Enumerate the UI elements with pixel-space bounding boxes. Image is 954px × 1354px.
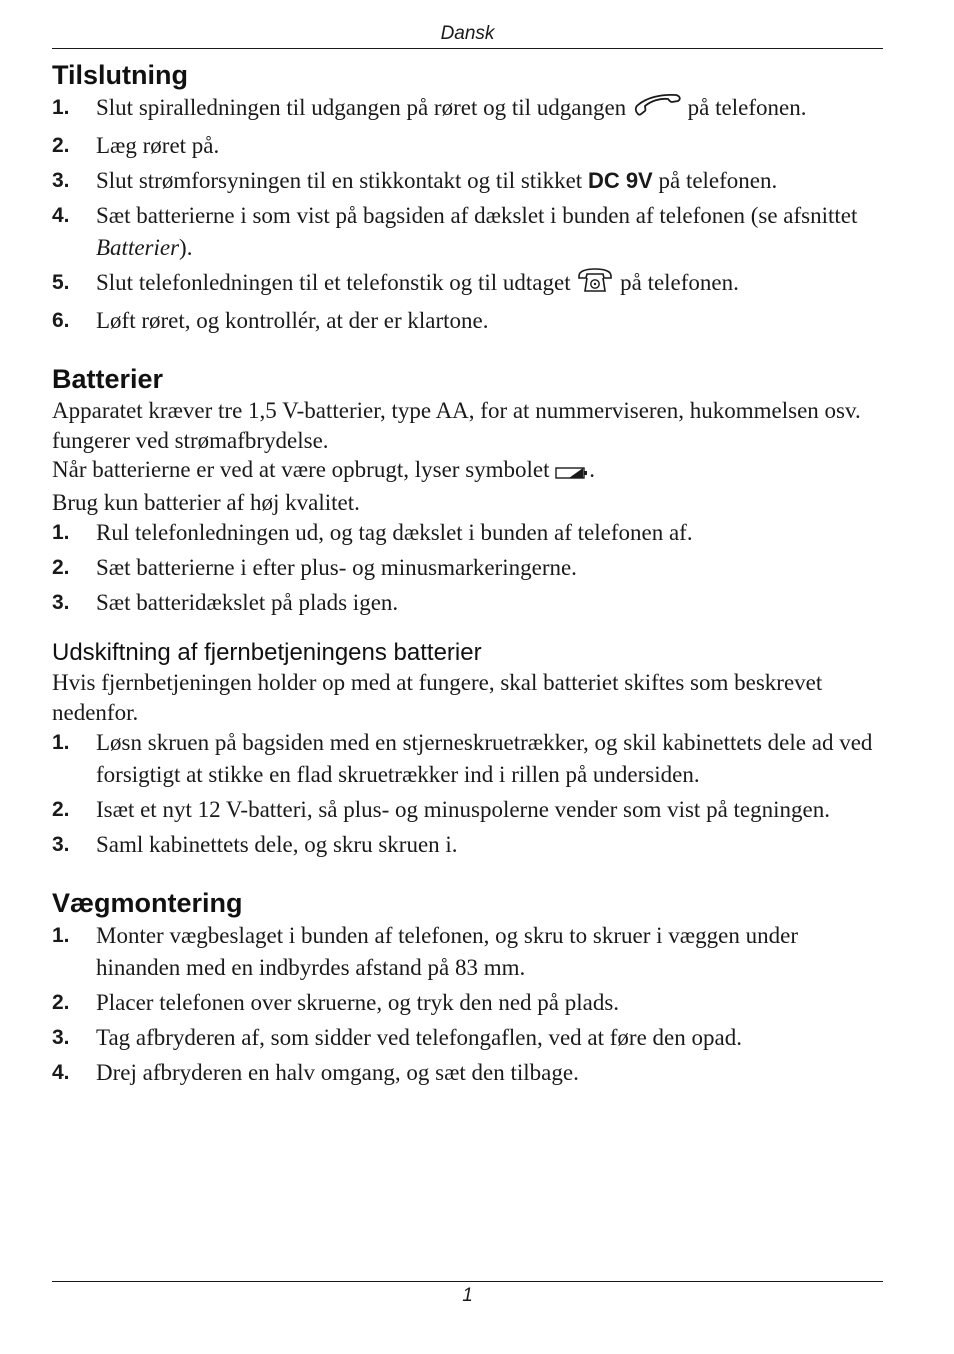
step-text: Isæt et nyt 12 V-batteri, så plus- og minuspolerne vender som vist på tegningen. bbox=[96, 797, 830, 822]
step-text: Monter vægbeslaget i bunden af telefonen, og skru to skruer i væggen under hinanden med en indbyrdes afstand på 83 mm. bbox=[96, 923, 798, 980]
list-item bbox=[52, 200, 883, 264]
footer-rule bbox=[52, 1281, 883, 1282]
list-item bbox=[52, 829, 883, 861]
handset-icon bbox=[632, 92, 682, 127]
tilslutning-steps bbox=[52, 92, 883, 337]
step-text-continued: på telefonen. bbox=[652, 168, 778, 193]
step-text-continued: på telefonen. bbox=[681, 95, 807, 120]
step-text: Drej afbryderen en halv omgang, og sæt den tilbage. bbox=[96, 1060, 579, 1085]
step-text: Løft røret, og kontrollér, at der er klartone. bbox=[96, 308, 489, 333]
vaegmontering-steps bbox=[52, 920, 883, 1089]
step-number: 3. bbox=[52, 1026, 70, 1049]
list-item bbox=[52, 1022, 883, 1054]
dc-jack-label: DC 9V bbox=[587, 168, 653, 193]
step-number: 2. bbox=[52, 134, 70, 157]
step-number: 1. bbox=[52, 731, 70, 754]
step-text: Tag afbryderen af, som sidder ved telefongaflen, ved at føre den opad. bbox=[96, 1025, 742, 1050]
step-text: Saml kabinettets dele, og skru skruen i. bbox=[96, 832, 458, 857]
page-number: 1 bbox=[462, 1285, 473, 1306]
step-text: Slut strømforsyningen til en stikkontakt og til stikket bbox=[96, 168, 588, 193]
fjernbetjening-steps bbox=[52, 727, 883, 861]
list-item bbox=[52, 987, 883, 1019]
batterier-paragraph-1: Apparatet kræver tre 1,5 V-batterier, type AA, for at nummerviseren, hukommelsen osv. fungerer ved strømafbrydelse. bbox=[52, 398, 861, 453]
step-text: Sæt batteridækslet på plads igen. bbox=[96, 590, 399, 615]
paragraph-text: Når batterierne er ved at være opbrugt, lyser symbolet bbox=[52, 457, 556, 482]
list-item bbox=[52, 794, 883, 826]
step-text: Slut telefonledningen til et telefonstik og til udtaget bbox=[96, 270, 577, 295]
step-text: Rul telefonledningen ud, og tag dækslet i bunden af telefonen af. bbox=[96, 520, 693, 545]
step-number: 3. bbox=[52, 169, 70, 192]
fjernbetjening-paragraph: Hvis fjernbetjeningen holder op med at fungere, skal batteriet skiftes som beskrevet nedenfor. bbox=[52, 670, 823, 725]
step-number: 3. bbox=[52, 833, 70, 856]
list-item bbox=[52, 727, 883, 791]
step-text-continued: på telefonen. bbox=[614, 270, 739, 295]
batterier-paragraph-3: Brug kun batterier af høj kvalitet. bbox=[52, 489, 360, 515]
paragraph-text-end: . bbox=[589, 457, 596, 482]
step-text: Læg røret på. bbox=[96, 133, 220, 158]
list-item bbox=[52, 267, 883, 302]
list-item bbox=[52, 1057, 883, 1089]
step-number: 1. bbox=[52, 521, 70, 544]
step-text: Placer telefonen over skruerne, og tryk den ned på plads. bbox=[96, 990, 620, 1015]
step-number: 2. bbox=[52, 991, 70, 1014]
step-number: 2. bbox=[52, 556, 70, 579]
step-text-continued: ). bbox=[179, 235, 193, 260]
step-number: 6. bbox=[52, 309, 70, 332]
step-text: Slut spiralledningen til udgangen på røret og til udgangen bbox=[96, 95, 632, 120]
list-item bbox=[52, 587, 883, 619]
list-item bbox=[52, 552, 883, 584]
list-item bbox=[52, 517, 883, 549]
section-reference: Batterier bbox=[96, 235, 180, 260]
step-text: Sæt batterierne i som vist på bagsiden af dækslet i bunden af telefonen (se afsnittet bbox=[96, 203, 858, 228]
list-item bbox=[52, 165, 883, 197]
list-item bbox=[52, 92, 883, 127]
telephone-icon bbox=[576, 267, 614, 302]
step-number: 5. bbox=[52, 271, 70, 294]
page-content bbox=[52, 58, 883, 1092]
step-number: 4. bbox=[52, 204, 70, 227]
battery-low-icon bbox=[555, 458, 589, 488]
subsection-title-fjernbetjening: Udskiftning af fjernbetjeningens batterier bbox=[52, 639, 482, 666]
step-text: Sæt batterierne i efter plus- og minusmarkeringerne. bbox=[96, 555, 577, 580]
step-text: Løsn skruen på bagsiden med en stjerneskruetrækker, og skil kabinettets dele ad ved forsigtigt at stikke en flad skruetrækker ind i rillen på undersiden. bbox=[96, 730, 873, 787]
list-item bbox=[52, 305, 883, 337]
section-title-batterier: Batterier bbox=[52, 364, 164, 394]
step-number: 4. bbox=[52, 1061, 70, 1084]
step-number: 3. bbox=[52, 591, 70, 614]
section-title-tilslutning: Tilslutning bbox=[52, 60, 188, 90]
step-number: 1. bbox=[52, 96, 70, 119]
list-item bbox=[52, 920, 883, 984]
step-number: 2. bbox=[52, 798, 70, 821]
header-rule bbox=[52, 48, 883, 49]
section-title-vaegmontering: Vægmontering bbox=[52, 888, 243, 918]
batterier-steps bbox=[52, 517, 883, 619]
step-number: 1. bbox=[52, 924, 70, 947]
header-language: Dansk bbox=[440, 23, 495, 44]
list-item bbox=[52, 130, 883, 162]
batterier-paragraph-2 bbox=[52, 455, 883, 488]
